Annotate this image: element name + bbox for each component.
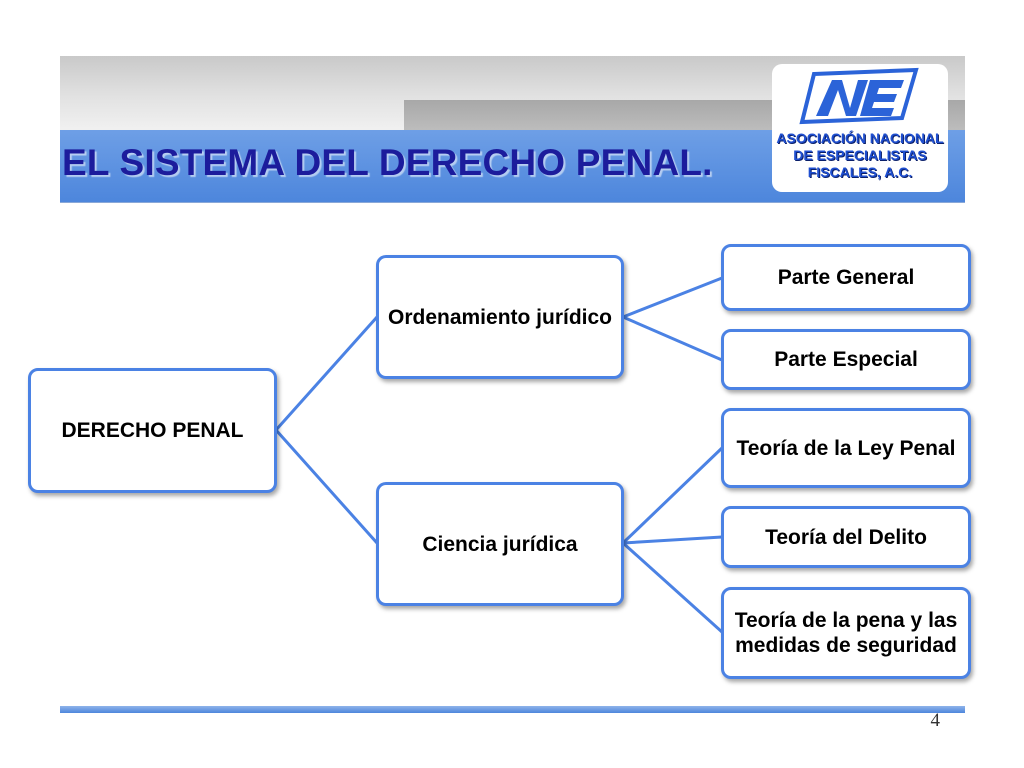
node-leaf-parte-especial: Parte Especial — [721, 329, 971, 390]
connector-branch2-leaf3 — [623, 543, 722, 632]
connector-branch1-leaf2 — [623, 317, 722, 360]
connector-root-branch2 — [276, 430, 377, 543]
node-branch-ordenamiento: Ordenamiento jurídico — [376, 255, 624, 379]
logo-line-2: DE ESPECIALISTAS — [793, 147, 927, 163]
slide-title: EL SISTEMA DEL DERECHO PENAL. — [62, 142, 713, 183]
logo-line-3: FISCALES, A.C. — [807, 164, 913, 180]
connector-root-branch1 — [276, 317, 377, 430]
node-leaf-parte-general: Parte General — [721, 244, 971, 311]
connector-branch1-leaf1 — [623, 278, 722, 317]
footer-bar — [60, 706, 965, 713]
connector-branch2-leaf1 — [623, 448, 722, 543]
node-root: DERECHO PENAL — [28, 368, 277, 493]
logo-line-1: ASOCIACIÓN NACIONAL — [776, 130, 944, 146]
node-leaf-teoria-pena: Teoría de la pena y las medidas de seguridad — [721, 587, 971, 679]
node-leaf-teoria-delito: Teoría del Delito — [721, 506, 971, 568]
page-number: 4 — [930, 710, 940, 731]
node-branch-ciencia: Ciencia jurídica — [376, 482, 624, 606]
connector-branch2-leaf2 — [623, 537, 722, 543]
logo-mark-text: ANE — [766, 64, 769, 65]
node-leaf-teoria-ley-penal: Teoría de la Ley Penal — [721, 408, 971, 488]
